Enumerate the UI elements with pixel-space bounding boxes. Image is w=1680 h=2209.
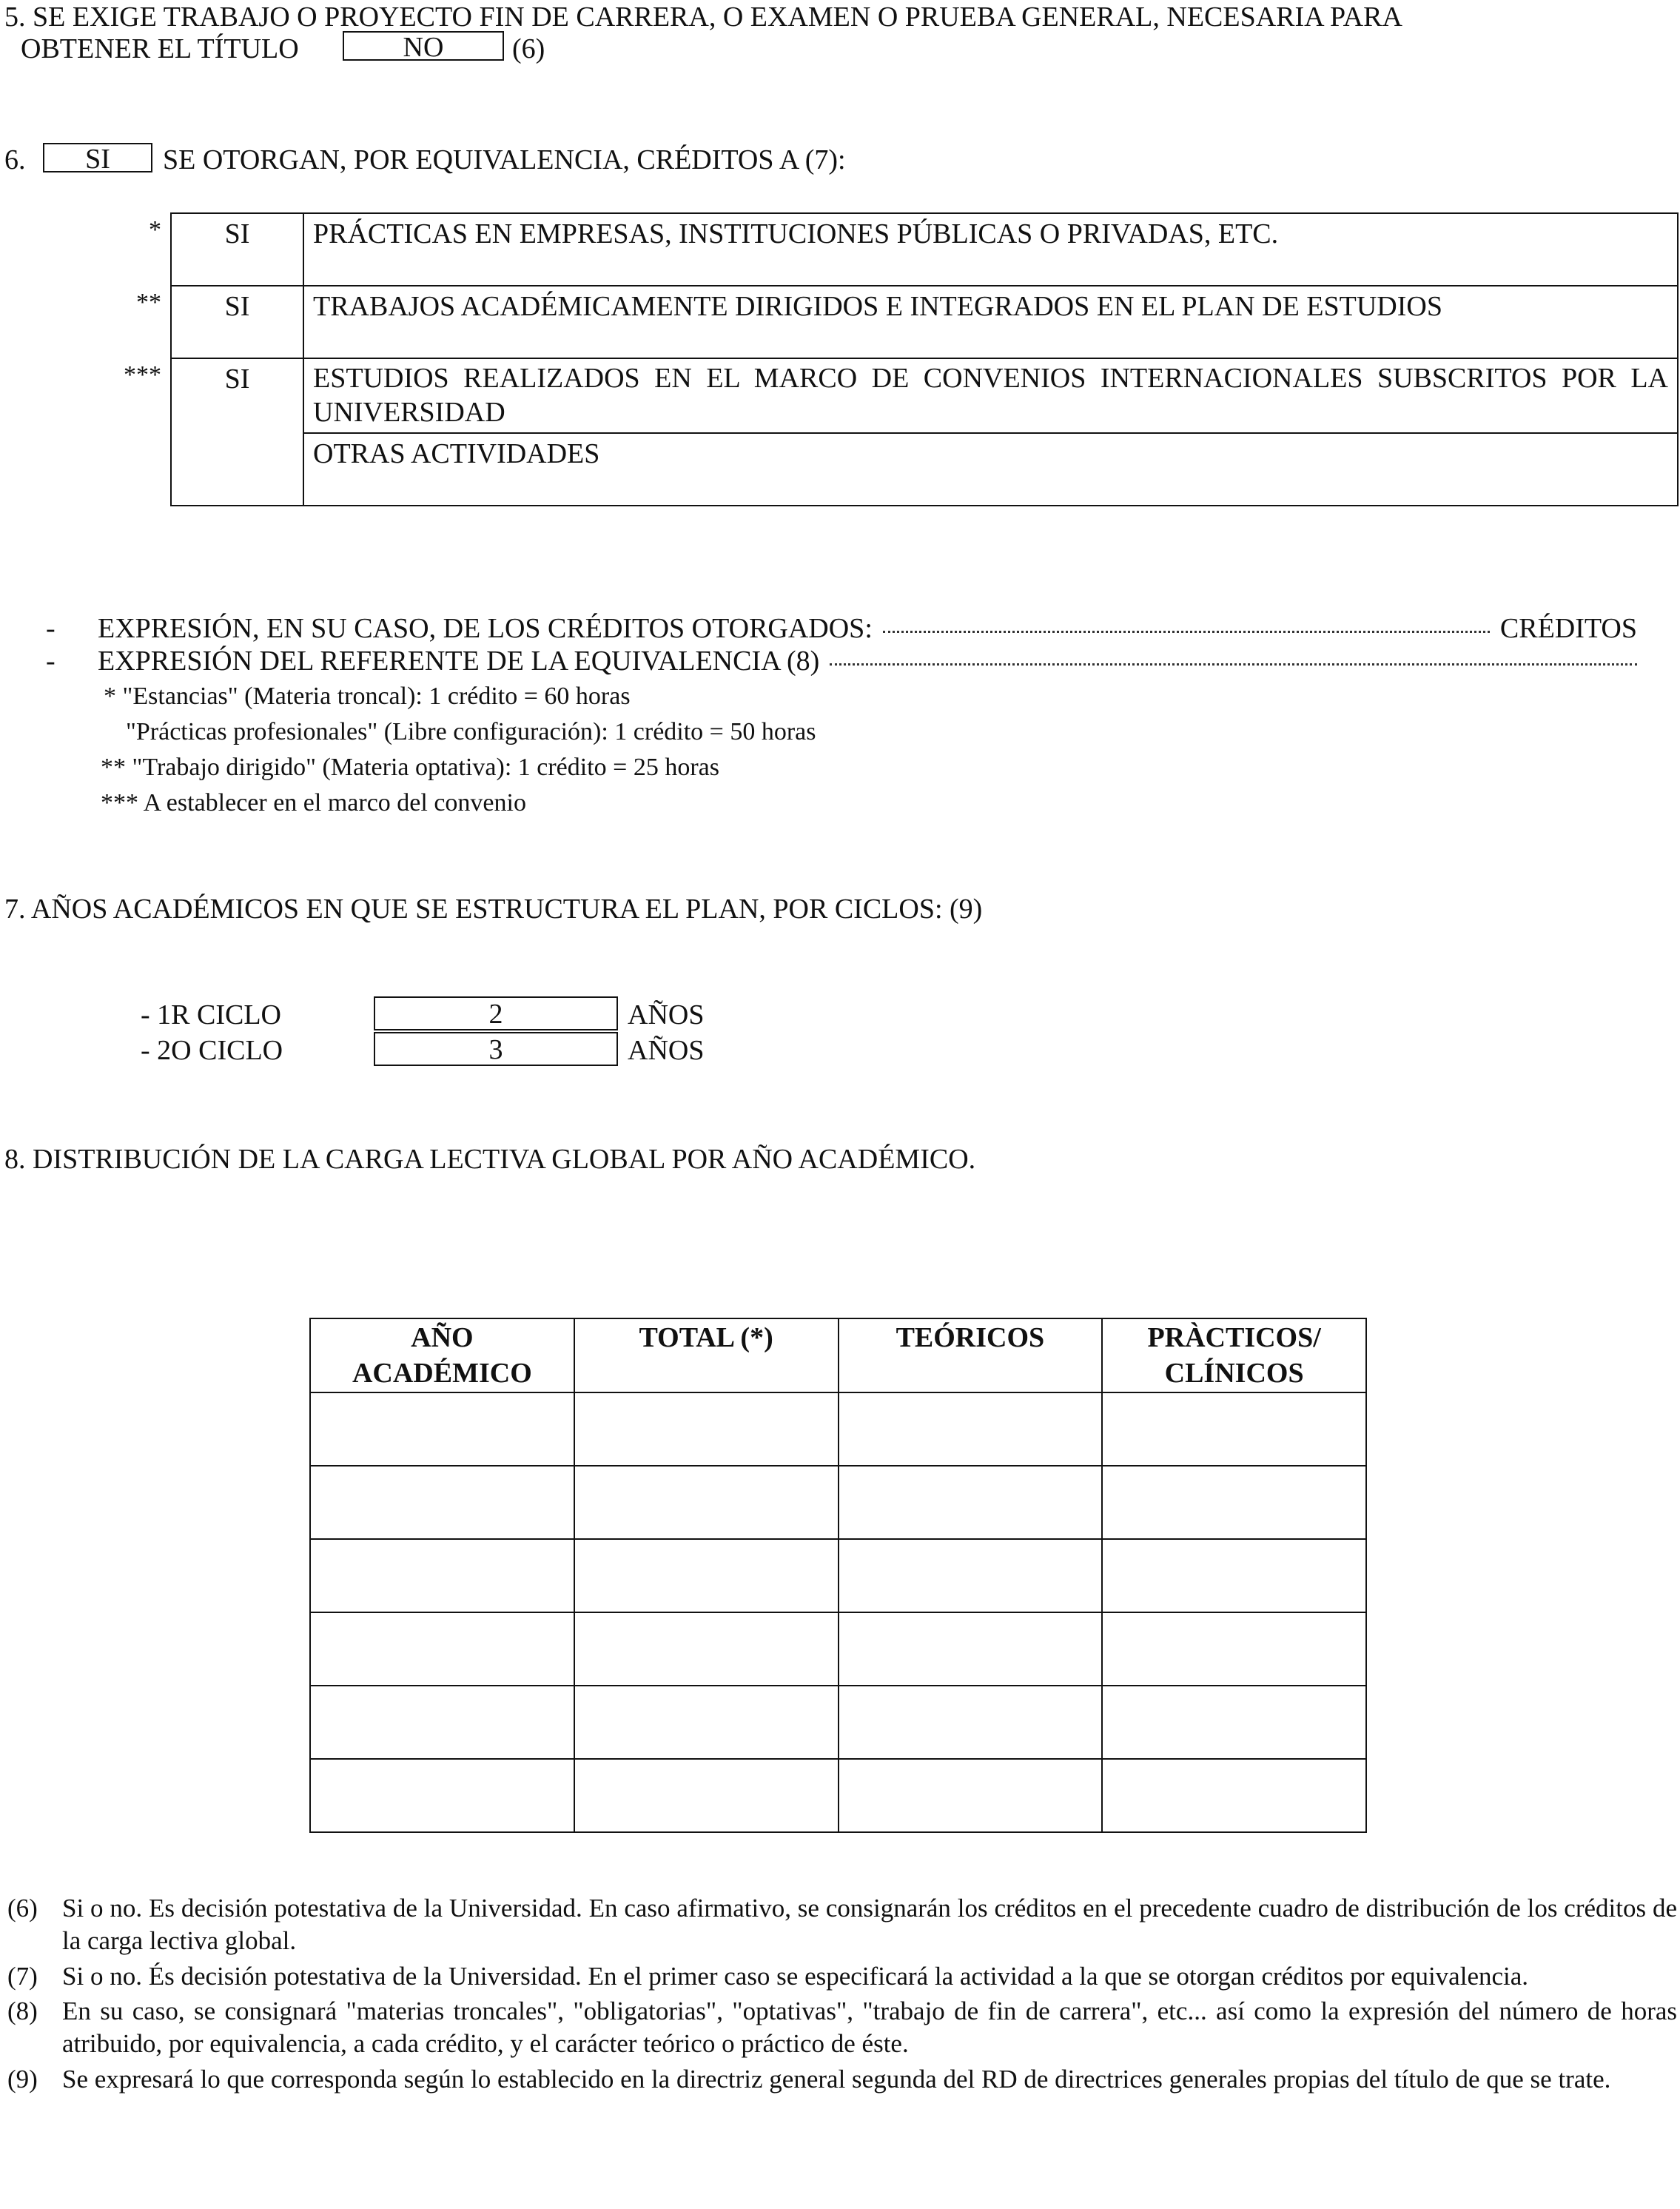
footnote-text: Si o no. És decisión potestativa de la Universidad. En el primer caso se especificará la actividad a la que se otorgan créditos por equivalencia.: [62, 1961, 1529, 1991]
footnote: [7, 1960, 1677, 1993]
section5-note-ref: (6): [512, 33, 545, 64]
footnote-text: Se expresará lo que corresponda según lo establecido en la directriz general segunda del RD de directrices generales propias del título de que se trate.: [62, 2064, 1611, 2094]
table-row: [171, 433, 1678, 506]
table-cell: [574, 1539, 839, 1612]
footnotes: [7, 1892, 1677, 2099]
table-cell: [1102, 1759, 1366, 1832]
equivalence-line: *** A establecer en el marco del convenio: [101, 789, 526, 817]
credits-line: [98, 611, 1637, 646]
footnote-text: Si o no. Es decisión potestativa de la Universidad. En caso afirmativo, se consignarán los créditos en el precedente cuadro de distribución de los créditos de la carga lectiva global.: [62, 1894, 1677, 1955]
footnote-number: (6): [7, 1894, 38, 1923]
table-cell: [310, 1392, 574, 1466]
column-header-line: TOTAL (*): [639, 1322, 773, 1353]
section6-heading: SE OTORGAN, POR EQUIVALENCIA, CRÉDITOS A (7):: [163, 144, 846, 175]
table-cell: [574, 1392, 839, 1466]
activity-marker: ***: [124, 361, 161, 389]
table-cell: [574, 1686, 839, 1759]
table-cell: [1102, 1686, 1366, 1759]
activity-text: OTRAS ACTIVIDADES: [303, 433, 1678, 506]
table-cell: [310, 1466, 574, 1539]
table-row: [310, 1612, 1366, 1686]
cycle-unit: AÑOS: [628, 999, 705, 1030]
table-cell: [310, 1686, 574, 1759]
section5-line1: 5. SE EXIGE TRABAJO O PROYECTO FIN DE CARRERA, O EXAMEN O PRUEBA GENERAL, NECESARIA PARA: [4, 1, 1402, 33]
activity-marker: **: [136, 289, 161, 316]
column-header-line: AÑO: [411, 1322, 474, 1353]
activity-text: TRABAJOS ACADÉMICAMENTE DIRIGIDOS E INTEGRADOS EN EL PLAN DE ESTUDIOS: [303, 286, 1678, 358]
activity-value: SI: [171, 213, 303, 286]
equivalence-line: "Prácticas profesionales" (Libre configuración): 1 crédito = 50 horas: [126, 718, 816, 745]
footnote-number: (7): [7, 1961, 38, 1991]
footnote-number: (9): [7, 2064, 38, 2094]
referent-dash: -: [46, 646, 56, 677]
section8-heading: 8. DISTRIBUCIÓN DE LA CARGA LECTIVA GLOBAL POR AÑO ACADÉMICO.: [4, 1144, 976, 1175]
table-cell: [574, 1466, 839, 1539]
table-cell: [310, 1612, 574, 1686]
activities-table: [170, 212, 1679, 506]
section6-answer-box: SI: [43, 143, 152, 172]
cycle-value-box: 3: [374, 1032, 618, 1066]
column-header: [839, 1318, 1103, 1392]
referent-line: [98, 644, 1637, 678]
table-row: [171, 213, 1678, 286]
column-header-line: CLÍNICOS: [1164, 1357, 1304, 1389]
load-distribution-table: [309, 1318, 1367, 1833]
dotted-leader: [883, 631, 1490, 633]
dotted-leader: [830, 663, 1637, 666]
table-row: [310, 1392, 1366, 1466]
table-cell: [1102, 1466, 1366, 1539]
equivalence-line: * "Estancias" (Materia troncal): 1 crédito = 60 horas: [104, 683, 631, 710]
section6-number: 6.: [4, 144, 26, 175]
footnote-number: (8): [7, 1997, 38, 2026]
section5-answer-box: NO: [343, 31, 504, 61]
section5-line2-prefix: OBTENER EL TÍTULO: [21, 33, 299, 64]
referent-label: EXPRESIÓN DEL REFERENTE DE LA EQUIVALENCIA (8): [98, 646, 820, 677]
credits-dash: -: [46, 613, 56, 644]
activity-value: SI: [171, 286, 303, 358]
table-cell: [839, 1686, 1103, 1759]
activity-text: ESTUDIOS REALIZADOS EN EL MARCO DE CONVENIOS INTERNACIONALES SUBSCRITOS POR LA UNIVERSIDAD: [303, 358, 1678, 433]
table-cell: [1102, 1539, 1366, 1612]
table-cell: [574, 1759, 839, 1832]
column-header-line: TEÓRICOS: [896, 1322, 1045, 1353]
table-cell: [310, 1759, 574, 1832]
footnote: [7, 1995, 1677, 2060]
table-cell: [310, 1539, 574, 1612]
column-header: [1102, 1318, 1366, 1392]
table-row: [171, 358, 1678, 433]
table-cell: [839, 1612, 1103, 1686]
cycle-label: - 1R CICLO: [141, 999, 281, 1030]
table-cell: [839, 1392, 1103, 1466]
cycle-unit: AÑOS: [628, 1035, 705, 1066]
table-row: [171, 286, 1678, 358]
table-row: [310, 1759, 1366, 1832]
activity-marker: *: [149, 216, 161, 244]
cycle-label: - 2O CICLO: [141, 1035, 283, 1066]
table-cell: [839, 1466, 1103, 1539]
activity-value: SI: [171, 358, 303, 506]
footnote-text: En su caso, se consignará "materias troncales", "obligatorias", "optativas", "trabajo de fin de carrera", etc... así como la expresión del número de horas atribuido, por equivalencia, a cada crédito, y el carácter teórico o práctico de éste.: [62, 1997, 1677, 2058]
column-header-line: ACADÉMICO: [352, 1357, 532, 1389]
column-header: [310, 1318, 574, 1392]
section7-heading: 7. AÑOS ACADÉMICOS EN QUE SE ESTRUCTURA EL PLAN, POR CICLOS: (9): [4, 894, 983, 925]
cycle-value-box: 2: [374, 996, 618, 1030]
footnote: [7, 2063, 1677, 2096]
table-header-row: [310, 1318, 1366, 1392]
credits-unit: CRÉDITOS: [1499, 613, 1637, 644]
table-cell: [1102, 1612, 1366, 1686]
footnote: [7, 1892, 1677, 1957]
table-cell: [839, 1759, 1103, 1832]
column-header: [574, 1318, 839, 1392]
table-row: [310, 1466, 1366, 1539]
table-cell: [839, 1539, 1103, 1612]
activity-text: PRÁCTICAS EN EMPRESAS, INSTITUCIONES PÚBLICAS O PRIVADAS, ETC.: [303, 213, 1678, 286]
credits-label: EXPRESIÓN, EN SU CASO, DE LOS CRÉDITOS OTORGADOS:: [98, 613, 873, 644]
column-header-line: PRÀCTICOS/: [1147, 1322, 1321, 1353]
equivalence-line: ** "Trabajo dirigido" (Materia optativa): 1 crédito = 25 horas: [101, 754, 719, 781]
table-cell: [574, 1612, 839, 1686]
table-row: [310, 1539, 1366, 1612]
table-row: [310, 1686, 1366, 1759]
table-cell: [1102, 1392, 1366, 1466]
